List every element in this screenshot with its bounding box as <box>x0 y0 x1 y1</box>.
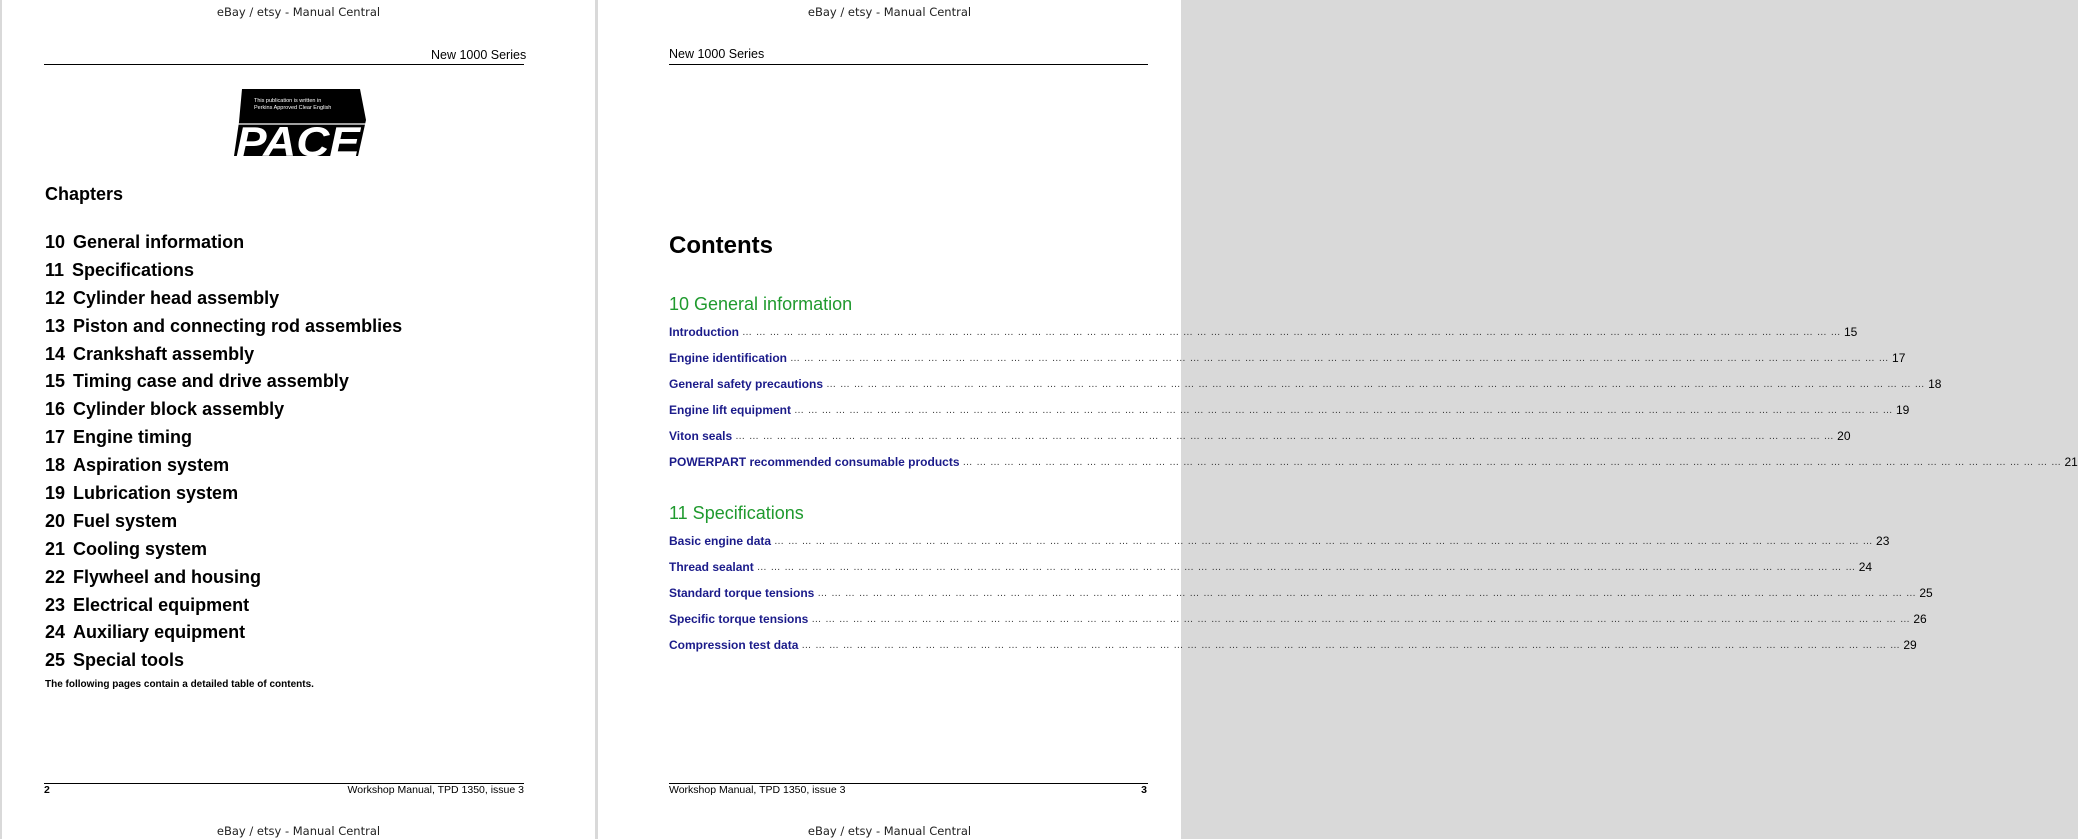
chapter-title: Flywheel and housing <box>73 566 262 587</box>
chapter-item <box>45 341 402 369</box>
footer-page-number: 2 <box>44 784 50 796</box>
toc-page-number: 21 <box>2064 455 2078 469</box>
toc-entry[interactable] <box>669 580 1933 606</box>
toc-list-general-information <box>669 319 2078 475</box>
chapter-list <box>45 229 402 675</box>
toc-entry[interactable] <box>669 345 1906 371</box>
toc-entry-link[interactable]: Viton seals <box>669 429 733 443</box>
toc-page-number: 23 <box>1876 534 1890 548</box>
pace-logo <box>232 88 368 165</box>
chapter-title: Lubrication system <box>73 483 239 504</box>
toc-entry[interactable] <box>669 319 1858 345</box>
section-title-specifications: 11 Specifications <box>669 503 804 523</box>
toc-page-number: 29 <box>1903 638 1917 652</box>
chapter-item <box>45 313 402 341</box>
chapter-number: 17 <box>45 427 66 448</box>
section-title-general-information: 10 General information <box>669 294 853 314</box>
chapter-title: Engine timing <box>73 427 193 448</box>
toc-entry[interactable] <box>669 528 1890 554</box>
toc-dot-leader: … … … … … … … … … … … … … … … … … … … … … … … … … … … … … … … … … … … … … … … … … … … … … … … … … … … … … … … … … … … … … … … … … … … … … … … … … … … … … … … … <box>741 326 1841 338</box>
toc-entry-link[interactable]: General safety precautions <box>669 377 824 391</box>
toc-page-number: 15 <box>1843 325 1858 339</box>
toc-entry[interactable] <box>669 632 1917 658</box>
chapter-item <box>45 368 402 396</box>
pace-logo-note-line1: This publication is written in <box>254 98 322 104</box>
toc-entry-link[interactable]: Specific torque tensions <box>669 612 809 626</box>
toc-page-number: 24 <box>1858 560 1873 574</box>
chapter-item <box>45 480 402 508</box>
chapter-number: 12 <box>45 287 66 308</box>
chapter-number: 25 <box>45 650 66 671</box>
toc-entry[interactable] <box>669 423 1851 449</box>
chapter-number: 10 <box>45 232 66 252</box>
chapter-title: Electrical equipment <box>73 594 250 615</box>
toc-page-number: 20 <box>1837 429 1851 443</box>
chapter-item <box>45 592 402 620</box>
toc-dot-leader: … … … … … … … … … … … … … … … … … … … … … … … … … … … … … … … … … … … … … … … … … … … … … … … … … … … … … … … … … … … … … … … … … … … … … … … … … … … … … … … … <box>774 535 1874 547</box>
pace-logo-word: PACE <box>236 118 363 165</box>
toc-entry-link[interactable]: POWERPART recommended consumable products <box>669 455 960 469</box>
toc-entry-link[interactable]: Compression test data <box>669 638 799 652</box>
watermark-bottom: eBay / etsy - Manual Central <box>807 824 972 838</box>
toc-entry[interactable] <box>669 449 2078 475</box>
chapter-item <box>45 508 402 536</box>
toc-entry-link[interactable]: Thread sealant <box>669 560 754 574</box>
toc-entry-link[interactable]: Engine identification <box>669 351 788 365</box>
toc-dot-leader: … … … … … … … … … … … … … … … … … … … … … … … … … … … … … … … … … … … … … … … … … … … … … … … … … … … … … … … … … … … … … … … … … … … … … … … … … … … … … … … … <box>811 613 1911 625</box>
contents-title: Contents <box>669 232 773 259</box>
chapter-title: Cooling system <box>73 538 208 559</box>
watermark-top: eBay / etsy - Manual Central <box>807 5 972 19</box>
toc-dot-leader: … … … … … … … … … … … … … … … … … … … … … … … … … … … … … … … … … … … … … … … … … … … … … … … … … … … … … … … … … … … … … … … … … … … … … … … … … … … … … … … … <box>790 352 1890 364</box>
toc-entry-link[interactable]: Introduction <box>669 325 739 339</box>
chapter-number: 23 <box>45 594 66 615</box>
series-header: New 1000 Series <box>431 48 527 62</box>
footer-text: Workshop Manual, TPD 1350, issue 3 <box>669 784 846 796</box>
chapter-number: 22 <box>45 566 66 587</box>
chapter-number: 13 <box>45 315 66 336</box>
chapter-item <box>45 285 402 313</box>
toc-dot-leader: … … … … … … … … … … … … … … … … … … … … … … … … … … … … … … … … … … … … … … … … … … … … … … … … … … … … … … … … … … … … … … … … … … … … … … … … … … … … … … … … <box>735 430 1835 442</box>
right-page <box>598 0 2078 839</box>
header-rule <box>44 64 524 65</box>
toc-entry[interactable] <box>669 397 1910 423</box>
toc-page-number: 26 <box>1913 612 1927 626</box>
toc-dot-leader: … … … … … … … … … … … … … … … … … … … … … … … … … … … … … … … … … … … … … … … … … … … … … … … … … … … … … … … … … … … … … … … … … … … … … … … … … … … … … … … … <box>801 639 1901 651</box>
series-header: New 1000 Series <box>669 47 765 61</box>
chapter-number: 11 <box>45 259 65 280</box>
chapter-number: 16 <box>45 399 66 420</box>
toc-page-number: 18 <box>1928 377 1942 391</box>
header-rule <box>669 64 1148 65</box>
chapter-item <box>45 536 402 564</box>
chapter-title: Aspiration system <box>73 455 230 476</box>
chapters-heading: Chapters <box>45 184 124 204</box>
chapter-number: 24 <box>45 622 66 643</box>
chapter-number: 21 <box>45 538 66 559</box>
chapter-item <box>45 229 402 257</box>
chapter-title: Specifications <box>72 259 195 280</box>
chapter-item <box>45 619 402 647</box>
watermark-bottom: eBay / etsy - Manual Central <box>216 824 381 838</box>
chapter-title: Special tools <box>73 650 185 671</box>
chapter-item <box>45 424 402 452</box>
chapter-item <box>45 396 402 424</box>
chapter-number: 18 <box>45 455 66 476</box>
toc-page-number: 19 <box>1896 403 1910 417</box>
chapter-number: 20 <box>45 510 66 531</box>
chapter-number: 15 <box>45 371 66 392</box>
toc-entry-link[interactable]: Basic engine data <box>669 534 772 548</box>
chapter-title: Timing case and drive assembly <box>73 371 349 392</box>
watermark-top: eBay / etsy - Manual Central <box>216 5 381 19</box>
toc-entry-link[interactable]: Standard torque tensions <box>669 586 815 600</box>
chapter-title: Crankshaft assembly <box>73 343 255 364</box>
toc-dot-leader: … … … … … … … … … … … … … … … … … … … … … … … … … … … … … … … … … … … … … … … … … … … … … … … … … … … … … … … … … … … … … … … … … … … … … … … … … … … … … … … … <box>756 561 1856 573</box>
chapter-number: 19 <box>45 483 66 504</box>
toc-page-number: 25 <box>1919 586 1933 600</box>
chapter-title: Fuel system <box>73 510 178 531</box>
chapter-item <box>45 647 402 675</box>
footer-text: Workshop Manual, TPD 1350, issue 3 <box>347 784 524 796</box>
chapter-item <box>45 564 402 592</box>
chapter-title: Cylinder block assembly <box>73 399 285 420</box>
chapter-title: Auxiliary equipment <box>73 622 246 643</box>
chapter-number: 14 <box>45 343 66 364</box>
toc-list-specifications <box>669 528 1933 658</box>
toc-entry[interactable] <box>669 554 1873 580</box>
toc-note: The following pages contain a detailed table of contents. <box>45 679 314 690</box>
toc-entry[interactable] <box>669 606 1927 632</box>
toc-entry-link[interactable]: Engine lift equipment <box>669 403 791 417</box>
chapter-title: Piston and connecting rod assemblies <box>73 315 403 336</box>
toc-dot-leader: … … … … … … … … … … … … … … … … … … … … … … … … … … … … … … … … … … … … … … … … … … … … … … … … … … … … … … … … … … … … … … … … … … … … … … … … … … … … … … … … <box>817 587 1917 599</box>
toc-dot-leader: … … … … … … … … … … … … … … … … … … … … … … … … … … … … … … … … … … … … … … … … … … … … … … … … … … … … … … … … … … … … … … … … … … … … … … … … … … … … … … … … <box>826 378 1926 390</box>
chapter-item <box>45 452 402 480</box>
chapter-item <box>45 257 402 285</box>
left-page <box>2 0 595 839</box>
pace-logo-note-line2: Perkins Approved Clear English <box>254 105 332 111</box>
toc-dot-leader: … … … … … … … … … … … … … … … … … … … … … … … … … … … … … … … … … … … … … … … … … … … … … … … … … … … … … … … … … … … … … … … … … … … … … … … … … … … … … … … … <box>794 404 1893 416</box>
toc-dot-leader: … … … … … … … … … … … … … … … … … … … … … … … … … … … … … … … … … … … … … … … … … … … … … … … … … … … … … … … … … … … … … … … … … … … … … … … … … … … … … … … … <box>962 456 2062 468</box>
footer-page-number: 3 <box>1141 784 1147 796</box>
toc-entry[interactable] <box>669 371 1942 397</box>
chapter-title: Cylinder head assembly <box>73 287 280 308</box>
toc-page-number: 17 <box>1892 351 1906 365</box>
chapter-title: General information <box>73 232 245 252</box>
